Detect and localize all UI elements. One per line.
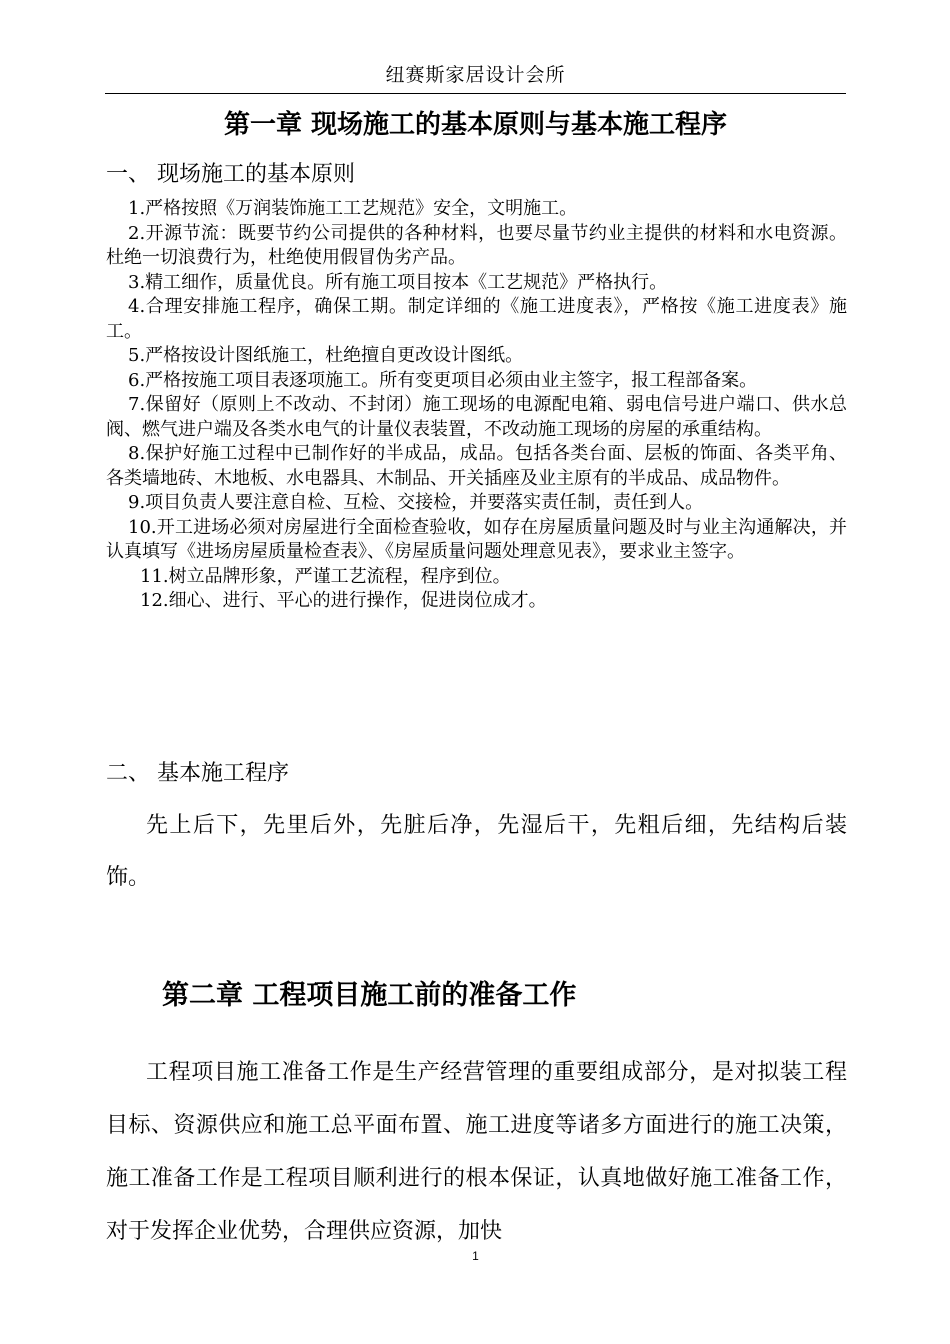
principle-item-5: 5.严格按设计图纸施工，杜绝擅自更改设计图纸。 xyxy=(128,345,524,366)
principle-item-11: 11.树立品牌形象，严谨工艺流程，程序到位。 xyxy=(140,565,511,587)
chapter2-title: 第二章 工程项目施工前的准备工作 xyxy=(162,980,577,1011)
principle-item-3: 3.精工细作，质量优良。所有施工项目按本《工艺规范》严格执行。 xyxy=(128,271,668,293)
page-header: 纽赛斯家居设计会所 xyxy=(385,64,566,86)
principles-list xyxy=(106,197,847,614)
construction-order-text: 先上后下，先里后外，先脏后净，先湿后干，先粗后细，先结构后装饰。 xyxy=(106,813,847,890)
principle-item-1: 1.严格按照《万润装饰施工工艺规范》安全，文明施工。 xyxy=(128,198,578,219)
chapter1-title: 第一章 现场施工的基本原则与基本施工程序 xyxy=(223,110,728,140)
header-divider xyxy=(105,93,846,94)
principle-item-7: 7.保留好（原则上不改动、不封闭）施工现场的电源配电箱、弱电信号进户端口、供水总阀、燃气进户端及各类水电气的计量仪表装置，不改动施工现场的房屋的承重结构。 xyxy=(106,394,847,440)
page-number: 1 xyxy=(472,1249,479,1263)
chapter2-paragraph: 工程项目施工准备工作是生产经营管理的重要组成部分，是对拟装工程目标、资源供应和施工总平面布置、施工进度等诸多方面进行的施工决策，施工准备工作是工程项目顺利进行的根本保证，认真地做好施工准备工作，对于发挥企业优势，合理供应资源，加快 xyxy=(106,1060,847,1244)
principle-item-8: 8.保护好施工过程中已制作好的半成品，成品。包括各类台面、层板的饰面、各类平角、各类墙地砖、木地板、水电器具、木制品、开关插座及业主原有的半成品、成品物件。 xyxy=(106,443,847,489)
principle-item-10: 10.开工进场必须对房屋进行全面检查验收，如存在房屋质量问题及时与业主沟通解决，并认真填写《进场房屋质量检查表》、《房屋质量问题处理意见表》，要求业主签字。 xyxy=(106,516,847,562)
section1-title: 一、 现场施工的基本原则 xyxy=(106,162,355,187)
principle-item-6: 6.严格按施工项目表逐项施工。所有变更项目必须由业主签字，报工程部备案。 xyxy=(128,369,758,391)
principle-item-4: 4.合理安排施工程序，确保工期。制定详细的《施工进度表》，严格按《施工进度表》施工。 xyxy=(106,296,847,342)
principle-item-9: 9.项目负责人要注意自检、互检、交接检，并要落实责任制，责任到人。 xyxy=(128,492,704,513)
section2-title: 二、 基本施工程序 xyxy=(106,761,289,786)
principle-item-12: 12.细心、进行、平心的进行操作，促进岗位成才。 xyxy=(140,590,547,611)
principle-item-2: 2.开源节流：既要节约公司提供的各种材料，也要尽量节约业主提供的材料和水电资源。杜绝一切浪费行为，杜绝使用假冒伪劣产品。 xyxy=(106,222,847,268)
